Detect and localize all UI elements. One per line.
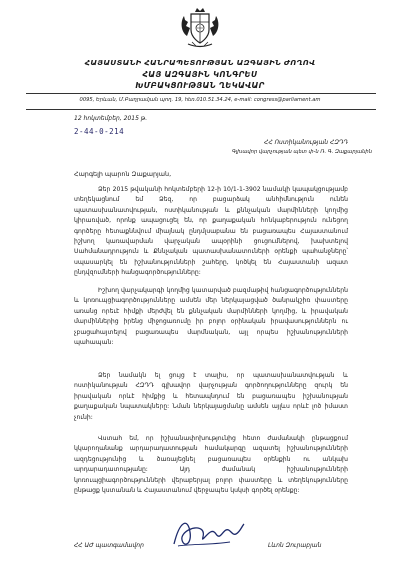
- handwritten-signature-icon: [170, 514, 246, 552]
- signatory-name: Լևոն Զուրաբյան: [268, 542, 322, 549]
- letterhead-rule-top: [26, 93, 376, 94]
- letterhead-faction-head: ԽՄԲԱԿՑՈՒԹՅԱՆ ՂԵԿԱՎԱՐ: [135, 81, 265, 90]
- letterhead-national-assembly: ՀԱՅԱՍՏԱՆԻ ՀԱՆՐԱՊԵՏՈՒԹՅԱՆ ԱԶԳԱՅԻՆ ԺՈՂՈՎ: [84, 58, 316, 67]
- armenian-coat-of-arms-icon: [178, 6, 222, 50]
- body-paragraph: Ձեր 2015 թվականի հոկտեմբերի 12-ի 10/1-1-3902 նամակի կապակցությամբ տեղեկացնում եմ Ձեզ, որ բացարձակ անհիմնություն ունեն պատասխանատվության, ոստիկանության և քննչական մարմինների կողմից կիրառված, որոնք ապացուցել են, որ քաղաքական հոնկաբերություն ունեցող գործերը հետաքննվում միայնակ ընդմլսաբանա են բացառապես Հայաստանում իշխող կառավարման վարչական ապօրինի ցուցումներով, խախտելով Սահմանադրություն և Քննչական պատասխանատուների օրենքի պահանջները՝ սպասարկել են իշխանությունների շահերը, կոծկել են Հայաստանի ազատ ընդվզումների հանցագործությունները:: [74, 186, 348, 277]
- body-paragraph: Ձեր նամակն ել ցույց է տալիս, որ պատասխանատվության և ոստիկանության ՀԶԴԴ գլխավոր վարչության գործողությունները զուրկ են իրավական որևէ հիմքից և հետապնդում են բացառապես իշխանության քաղաքական նպատակները: Նման ներկայացմանը ամսեն այլևս որևէ լոծ իմաստ չունի:: [74, 372, 348, 421]
- letterhead-rule-bottom: [26, 109, 376, 110]
- letter-date: 12 հոկտեմբեր, 2015 թ.: [74, 115, 148, 122]
- registration-number: 2-44-0-214: [74, 127, 125, 136]
- body-paragraph: Իշխող վարչակարգի կողմից կատարված բազմաթիվ հանցագործություններն և կոռուպցիագործությունները ամսեն մեր ներկայացված ծանրակշիռ փաստերը առանց որեւէ հիմքի մերժվել են քննչական մարմինների կողմից, և իրավական մարմիններից իրենց միջոցառումը իր բոլոր օրինական իրավասություններն ու չբացահայտելով բացառապես մարմնական, այլ որպես իշխանությունների պահապան:: [74, 287, 348, 347]
- letterhead-address: 0095, Երևան, Մ.Բաղրամյան պող. 19, հեռ.010.51.34.24, e-mail: congress@parliament.am: [79, 97, 321, 103]
- signatory-title: ՀՀ ԱԺ պատգամավոր: [74, 542, 144, 549]
- body-paragraph: Վստահ եմ, որ իշխանափոխությունից հետո ժամանակի ընթացքում կկարողանանք արդարադատության համակարգը ազատել իշխանությունների ազդեցությունից և ծառայեցնել բացառապես օրենքին ու անկախ արդարադատությանը: Այդ ժամանակ իշխանությունների կոռուպցիագործությունների վերաբերյալ բոլոր փաստերը և տեղեկությունները ընթացք կստանան և Հայաստանում վերջապես կսկսի գործել օրենքը:: [74, 435, 348, 495]
- recipient-person: Գլխավոր վարչության պետ փ-ն Ռ. Գ. Զաքարյանին: [231, 149, 372, 155]
- recipient-organization: ՀՀ Ոստիկանության ՀԶԴԴ: [264, 139, 348, 146]
- greeting: Հարգելի պարոն Զաքարյան,: [74, 170, 172, 178]
- letterhead-faction-name: ՀԱՅ ԱԶԳԱՅԻՆ ԿՈՆԳՐԵՍ: [142, 70, 258, 79]
